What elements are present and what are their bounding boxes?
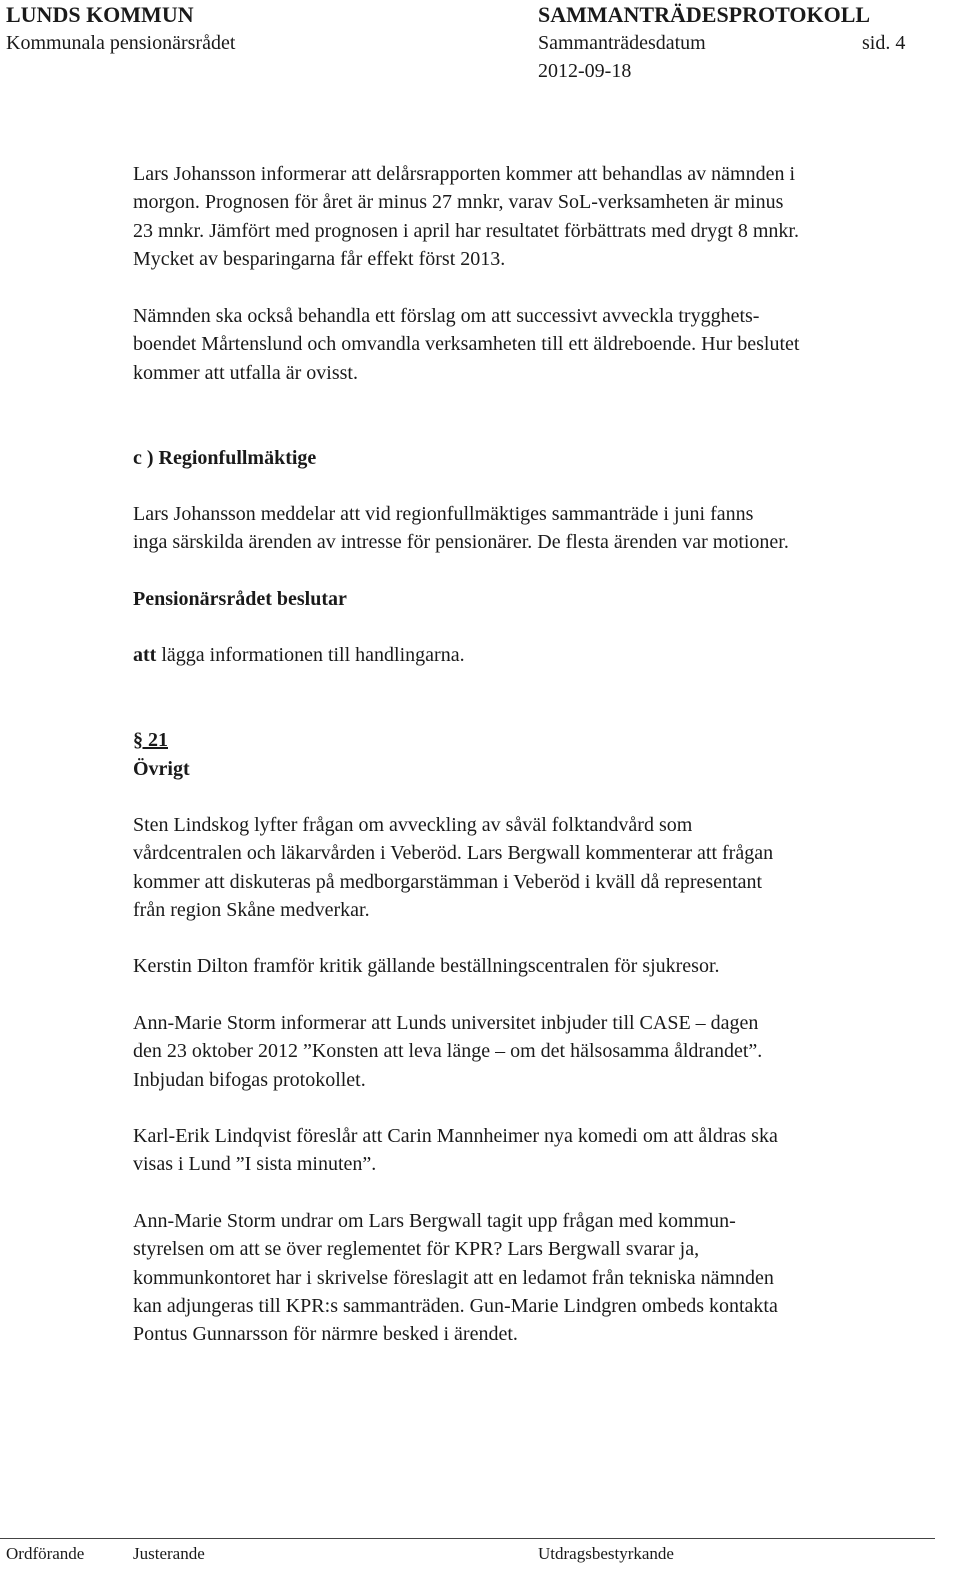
text-line: Karl-Erik Lindqvist föreslår att Carin Mannheimer nya komedi om att åldras ska	[133, 1125, 778, 1147]
section-sign-number: § 21	[133, 729, 168, 751]
text-line: vårdcentralen och läkarvården i Veberöd. Lars Bergwall kommenterar att frågan	[133, 842, 774, 865]
text-line: Sten Lindskog lyfter frågan om avveckling av såväl folktandvård som	[133, 814, 693, 836]
decision-heading: Pensionärsrådet beslutar	[133, 588, 347, 610]
text-line: den 23 oktober 2012 ”Konsten att leva länge – om det hälsosamma åldrandet”.	[133, 1040, 763, 1063]
paragraph-martenslund	[133, 302, 799, 387]
text-line: 23 mnkr. Jämfört med prognosen i april har resultatet förbättrats med drygt 8 mnkr.	[133, 219, 799, 242]
paragraph-sjukresor	[133, 952, 720, 980]
section-heading-regionfullmaktige: c ) Regionfullmäktige	[133, 447, 317, 469]
text-line: boendet Mårtenslund och omvandla verksamheten till ett äldreboende. Hur beslutet	[133, 333, 800, 356]
paragraph-folktandvard	[133, 811, 773, 924]
footer-certified: Utdragsbestyrkande	[538, 1544, 674, 1563]
paragraph-title: Övrigt	[133, 758, 190, 780]
text-line: kan adjungeras till KPR:s sammanträden. Gun-Marie Lindgren ombeds kontakta	[133, 1294, 778, 1317]
footer-adjuster: Justerande	[133, 1544, 205, 1563]
date-label: Sammanträdesdatum	[538, 32, 706, 54]
paragraph-reglemente	[133, 1207, 778, 1348]
paragraph-number	[133, 726, 168, 754]
decision-att: att	[133, 644, 157, 666]
org-name: LUNDS KOMMUN	[6, 2, 194, 27]
decision-body: lägga informationen till handlingarna.	[156, 644, 465, 666]
document-type: SAMMANTRÄDESPROTOKOLL	[538, 2, 871, 27]
text-line: styrelsen om att se över reglementet för KPR? Lars Bergwall svarar ja,	[133, 1238, 700, 1261]
text-line: Lars Johansson meddelar att vid regionfullmäktiges sammanträde i juni fanns	[133, 503, 754, 525]
paragraph-case-dagen	[133, 1009, 762, 1094]
text-line: kommer att diskuteras på medborgarstämman i Veberöd i kväll då representant	[133, 870, 763, 893]
page-number: sid. 4	[862, 32, 906, 54]
text-line: Lars Johansson informerar att delårsrapporten kommer att behandlas av nämnden i	[133, 163, 796, 185]
text-line: Ann-Marie Storm undrar om Lars Bergwall tagit upp frågan med kommun-	[133, 1210, 736, 1232]
decision-text	[133, 641, 465, 669]
text-line: Pontus Gunnarsson för närmre besked i ärendet.	[133, 1323, 518, 1346]
text-line: Nämnden ska också behandla ett förslag om att successivt avveckla trygghets-	[133, 305, 760, 327]
text-line: kommunkontoret har i skrivelse föreslagit att en ledamot från tekniska nämnden	[133, 1266, 774, 1289]
meeting-date: 2012-09-18	[538, 60, 632, 82]
text-line: Ann-Marie Storm informerar att Lunds universitet inbjuder till CASE – dagen	[133, 1012, 759, 1034]
text-line: morgon. Prognosen för året är minus 27 mnkr, varav SoL-verksamheten är minus	[133, 191, 784, 214]
footer-divider	[0, 1538, 935, 1539]
text-line: från region Skåne medverkar.	[133, 898, 370, 921]
text-line: kommer att utfalla är ovisst.	[133, 361, 358, 384]
paragraph-budget	[133, 160, 799, 273]
text-line: Inbjudan bifogas protokollet.	[133, 1068, 366, 1091]
council-name: Kommunala pensionärsrådet	[6, 32, 236, 54]
text-line: inga särskilda ärenden av intresse för pensionärer. De flesta ärenden var motioner.	[133, 531, 789, 554]
text-line: visas i Lund ”I sista minuten”.	[133, 1153, 377, 1176]
footer-chair: Ordförande	[6, 1544, 85, 1563]
text-line: Kerstin Dilton framför kritik gällande beställningscentralen för sjukresor.	[133, 955, 720, 977]
text-line: Mycket av besparingarna får effekt först 2013.	[133, 247, 506, 270]
paragraph-regionfullmaktige	[133, 500, 789, 557]
paragraph-komedi	[133, 1122, 778, 1179]
